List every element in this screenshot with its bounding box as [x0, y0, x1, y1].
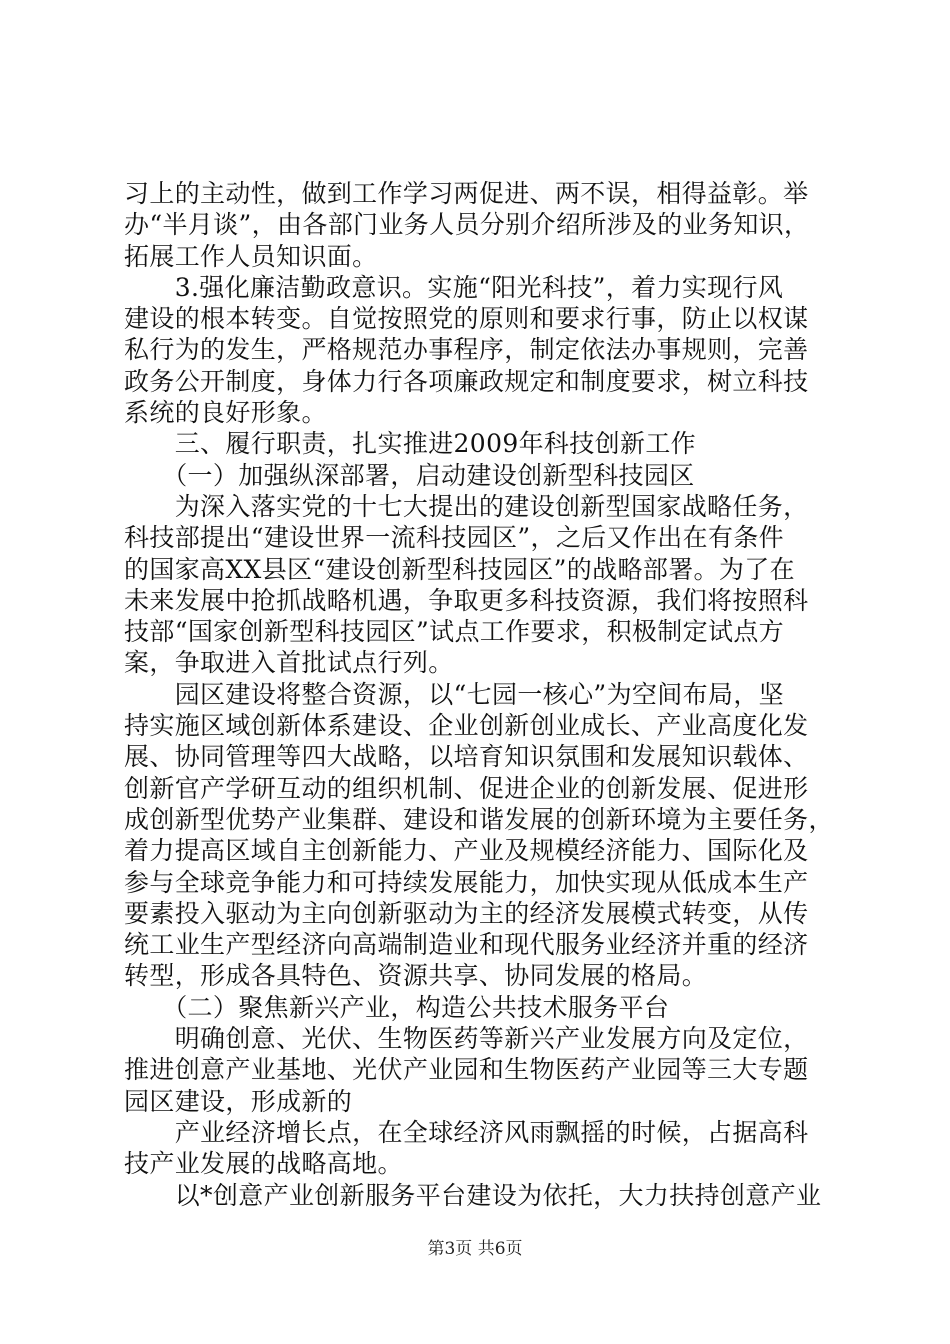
subsection-heading: （一）加强纵深部署，启动建设创新型科技园区 — [124, 460, 695, 490]
text-line: 统工业生产型经济向高端制造业和现代服务业经济并重的经济 — [124, 930, 809, 960]
text-line: 3.强化廉洁勤政意识。实施“阳光科技”，着力实现行风 — [124, 272, 784, 302]
text-line: 成创新型优势产业集群、建设和谐发展的创新环境为主要任务， — [124, 804, 834, 834]
text-line: 私行为的发生，严格规范办事程序，制定依法办事规则，完善 — [124, 335, 809, 365]
text-line: 展、协同管理等四大战略，以培育知识氛围和发展知识载体、 — [124, 742, 809, 772]
text-line: 要素投入驱动为主向创新驱动为主的经济发展模式转变，从传 — [124, 898, 809, 928]
page-footer — [0, 1238, 950, 1260]
text-line: 拓展工作人员知识面。 — [124, 241, 378, 271]
text-line: 技部“国家创新型科技园区”试点工作要求，积极制定试点方 — [124, 617, 785, 647]
text-line: 持实施区域创新体系建设、企业创新创业成长、产业高度化发 — [124, 711, 809, 741]
document-body — [124, 178, 844, 1211]
text-line: 科技部提出“建设世界一流科技园区”，之后又作出在有条件 — [124, 523, 785, 553]
text-line: 办“半月谈”，由各部门业务人员分别介绍所涉及的业务知识， — [124, 210, 810, 240]
text-line: 推进创意产业基地、光伏产业园和生物医药产业园等三大专题 — [124, 1055, 809, 1085]
text-line: 的国家高XX县区“建设创新型科技园区”的战略部署。为了在 — [124, 554, 795, 584]
text-line: 产业经济增长点，在全球经济风雨飘摇的时候，占据高科 — [124, 1117, 809, 1147]
text-line: 为深入落实党的十七大提出的建设创新型国家战略任务， — [124, 491, 809, 521]
text-line: 技产业发展的战略高地。 — [124, 1149, 403, 1179]
text-line: 习上的主动性，做到工作学习两促进、两不误，相得益彰。举 — [124, 179, 809, 208]
text-line: 建设的根本转变。自觉按照党的原则和要求行事，防止以权谋 — [124, 304, 809, 334]
subsection-heading: （二）聚焦新兴产业，构造公共技术服务平台 — [124, 992, 670, 1022]
section-heading: 三、履行职责，扎实推进2009年科技创新工作 — [124, 429, 697, 459]
text-line: 园区建设将整合资源，以“七园一核心”为空间布局，坚 — [124, 679, 785, 709]
page-number-label: 第3页 共6页 — [427, 1239, 523, 1259]
text-line: 创新官产学研互动的组织机制、促进企业的创新发展、促进形 — [124, 773, 809, 803]
text-line: 转型，形成各具特色、资源共享、协同发展的格局。 — [124, 961, 708, 991]
text-line: 案，争取进入首批试点行列。 — [124, 648, 454, 678]
text-line: 以*创意产业创新服务平台建设为依托，大力扶持创意产业 — [124, 1180, 822, 1210]
text-line: 系统的良好形象。 — [124, 398, 327, 428]
text-line: 未来发展中抢抓战略机遇，争取更多科技资源，我们将按照科 — [124, 585, 809, 615]
text-line: 着力提高区域自主创新能力、产业及规模经济能力、国际化及 — [124, 836, 809, 866]
text-line: 园区建设，形成新的 — [124, 1086, 353, 1116]
text-line: 参与全球竞争能力和可持续发展能力，加快实现从低成本生产 — [124, 867, 809, 897]
text-line: 明确创意、光伏、生物医药等新兴产业发展方向及定位， — [124, 1024, 809, 1054]
text-line: 政务公开制度，身体力行各项廉政规定和制度要求，树立科技 — [124, 366, 809, 396]
